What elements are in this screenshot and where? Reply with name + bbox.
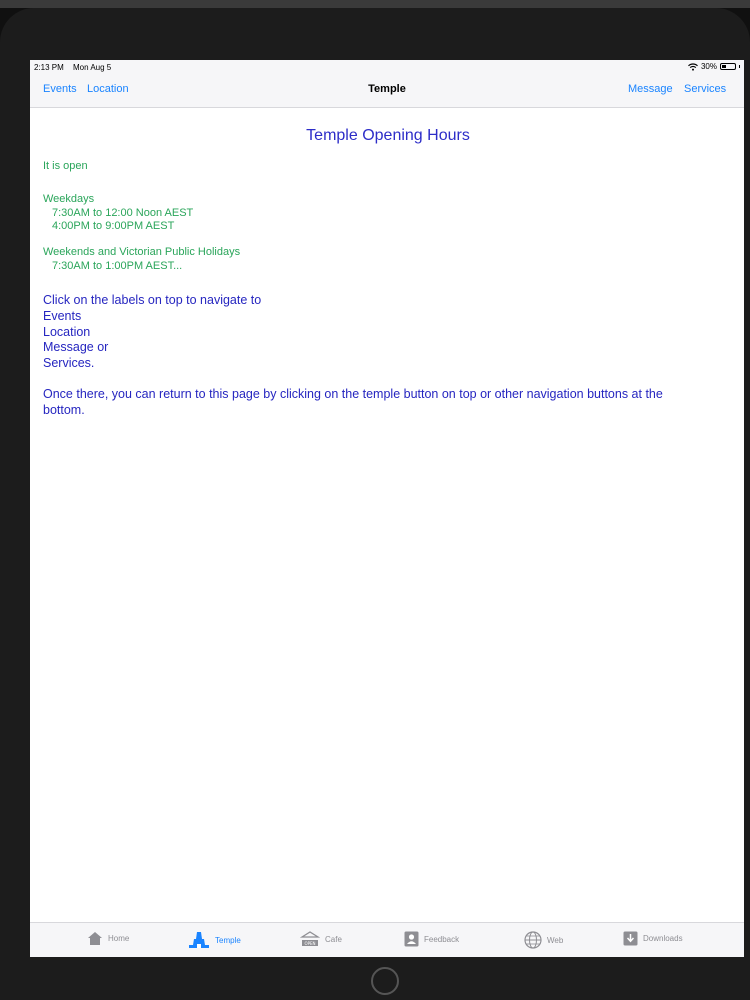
tab-label: Temple [215, 935, 241, 945]
nav-location-link[interactable]: Location [87, 83, 129, 95]
navigation-instructions [43, 293, 261, 372]
nav-services-link[interactable]: Services [684, 83, 727, 95]
tab-temple[interactable] [188, 931, 241, 949]
weekdays-label: Weekdays [43, 193, 95, 205]
svg-text:OPEN: OPEN [304, 941, 316, 946]
home-icon [87, 931, 103, 946]
device-top-edge [0, 0, 750, 8]
tab-web[interactable] [524, 931, 563, 949]
tab-label: Web [547, 935, 564, 945]
status-bar [30, 60, 744, 76]
nav-message-link[interactable]: Message [628, 83, 673, 95]
status-time: 2:13 PM [34, 63, 64, 72]
tab-label: Home [108, 934, 130, 943]
app-screen [30, 60, 744, 957]
device-home-button[interactable] [371, 967, 399, 995]
nav-events-link[interactable]: Events [43, 83, 77, 95]
wifi-icon [688, 63, 698, 71]
tab-feedback[interactable] [404, 931, 459, 947]
nav-title: Temple [368, 83, 406, 95]
status-right [688, 62, 740, 71]
status-date: Mon Aug 5 [73, 63, 112, 72]
instruction-line: Click on the labels on top to navigate to [43, 293, 262, 307]
page-title: Temple Opening Hours [306, 127, 470, 144]
globe-icon [524, 931, 542, 949]
open-status: It is open [43, 160, 88, 172]
weekend-hours [43, 246, 240, 273]
navigation-bar [30, 76, 744, 108]
battery-percent: 30% [700, 62, 717, 71]
tab-cafe[interactable] [300, 931, 342, 947]
instruction-line: Events [43, 308, 82, 323]
tab-label: Downloads [643, 934, 683, 943]
cafe-icon [300, 931, 320, 947]
instruction-line: Services. [43, 356, 95, 371]
battery-icon [720, 63, 736, 70]
tab-label: Feedback [424, 934, 460, 944]
weekday-hours-line: 7:30AM to 12:00 Noon AEST [52, 206, 194, 219]
tab-label: Cafe [325, 934, 342, 944]
tab-home[interactable] [87, 931, 129, 946]
weekday-hours-line: 4:00PM to 9:00PM AEST [52, 220, 175, 232]
tab-downloads[interactable] [623, 931, 683, 946]
return-note: Once there, you can return to this page by clicking on the temple button on top or other navigation buttons at the bottom. [43, 387, 663, 417]
temple-icon [188, 931, 210, 949]
downloads-icon [623, 931, 638, 946]
weekends-label: Weekends and Victorian Public Holidays [43, 246, 241, 258]
weekend-hours-line: 7:30AM to 1:00PM AEST... [52, 259, 183, 272]
weekday-hours [43, 193, 193, 234]
instruction-line: Message or [43, 340, 109, 355]
instruction-line: Location [43, 324, 91, 339]
feedback-icon [404, 931, 419, 947]
tab-bar [30, 922, 744, 957]
battery-cap [739, 65, 740, 68]
